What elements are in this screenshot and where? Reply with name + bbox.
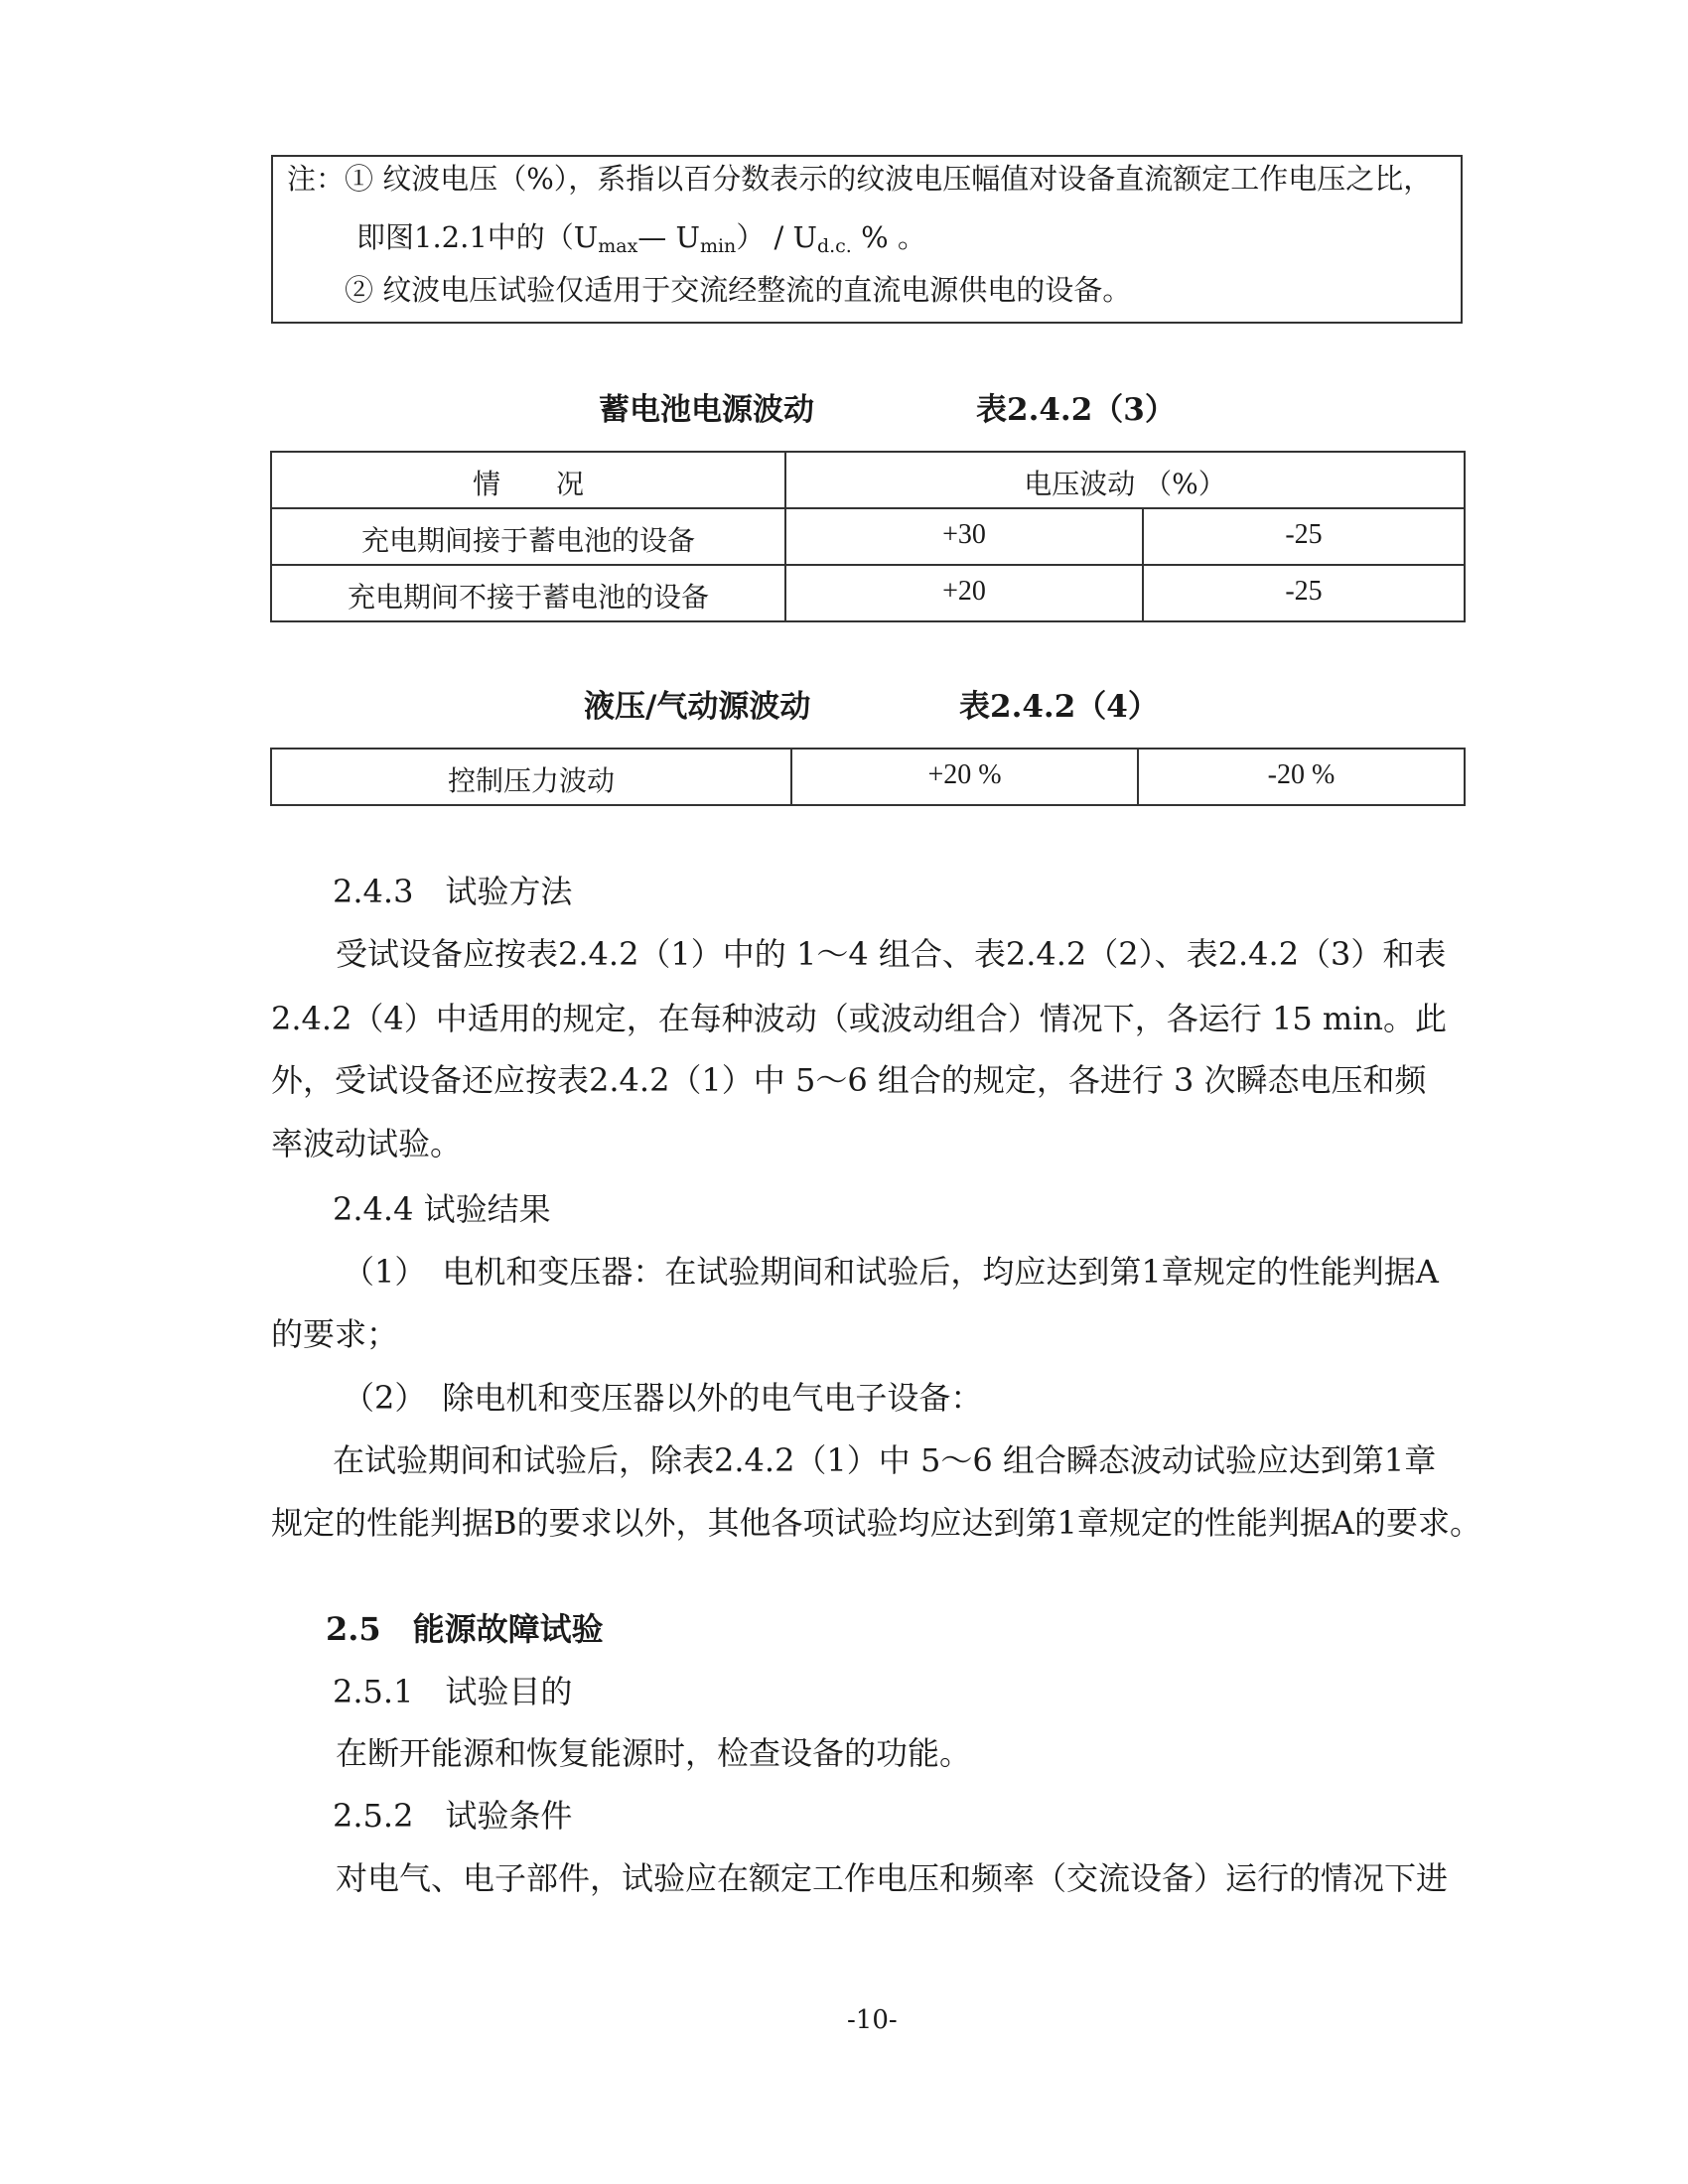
section-2-4-3-heading: 2.4.3 试验方法 bbox=[333, 873, 573, 910]
table-row bbox=[271, 508, 1465, 565]
battery-fluctuation-table bbox=[270, 451, 1466, 622]
note-line-2 bbox=[356, 220, 926, 257]
row-label: 充电期间接于蓄电池的设备 bbox=[271, 508, 785, 565]
table3-title: 蓄电池电源波动 bbox=[599, 392, 814, 428]
page-number: -10- bbox=[847, 2005, 898, 2035]
row-minus: -25 bbox=[1143, 508, 1465, 565]
result-item-1: （1） 电机和变压器：在试验期间和试验后，均应达到第1章规定的性能判据A bbox=[343, 1253, 1439, 1291]
note-box bbox=[271, 155, 1463, 324]
note-line-2-suffix: % 。 bbox=[851, 220, 926, 254]
table3-number: 表2.4.2（3） bbox=[976, 392, 1176, 428]
note-line-2-prefix: 即图1.2.1中的（U bbox=[356, 220, 599, 254]
note-sub-dc: d.c. bbox=[816, 235, 852, 257]
paragraph-line: 受试设备应按表2.4.2（1）中的 1～4 组合、表2.4.2（2）、表2.4.2（3）和表 bbox=[336, 935, 1447, 973]
result-item-2: （2） 除电机和变压器以外的电气电子设备： bbox=[343, 1379, 983, 1417]
result-item-1-cont: 的要求； bbox=[271, 1315, 399, 1353]
section-2-5-1-heading: 2.5.1 试验目的 bbox=[333, 1673, 573, 1710]
result-paragraph-line: 规定的性能判据B的要求以外，其他各项试验均应达到第1章规定的性能判据A的要求。 bbox=[271, 1504, 1481, 1542]
table-row bbox=[271, 565, 1465, 621]
row-minus: -25 bbox=[1143, 565, 1465, 621]
note-sub-min: min bbox=[699, 235, 737, 257]
row-label: 充电期间不接于蓄电池的设备 bbox=[271, 565, 785, 621]
paragraph-line: 2.4.2（4）中适用的规定，在每种波动（或波动组合）情况下，各运行 15 min。此 bbox=[271, 1000, 1448, 1037]
result-paragraph-line: 在试验期间和试验后，除表2.4.2（1）中 5～6 组合瞬态波动试验应达到第1章 bbox=[333, 1441, 1437, 1479]
note-line-3: ② 纹波电压试验仅适用于交流经整流的直流电源供电的设备。 bbox=[345, 273, 1132, 307]
section-2-5-heading: 2.5 能源故障试验 bbox=[326, 1610, 604, 1648]
row-label: 控制压力波动 bbox=[271, 749, 791, 805]
paragraph-line: 率波动试验。 bbox=[271, 1125, 463, 1162]
note-line-1: 注：① 纹波电压（%），系指以百分数表示的纹波电压幅值对设备直流额定工作电压之比， bbox=[287, 162, 1433, 196]
row-plus: +30 bbox=[785, 508, 1143, 565]
header-voltage-fluctuation: 电压波动 （%） bbox=[785, 452, 1465, 508]
table4-number: 表2.4.2（4） bbox=[959, 689, 1159, 725]
hydraulic-pneumatic-table bbox=[270, 748, 1466, 806]
section-2-5-2-text: 对电气、电子部件，试验应在额定工作电压和频率（交流设备）运行的情况下进 bbox=[336, 1859, 1449, 1897]
row-plus: +20 % bbox=[791, 749, 1138, 805]
header-condition: 情 况 bbox=[271, 452, 785, 508]
row-plus: +20 bbox=[785, 565, 1143, 621]
table4-title: 液压/气动源波动 bbox=[584, 689, 811, 725]
table-header-row bbox=[271, 452, 1465, 508]
section-2-5-1-text: 在断开能源和恢复能源时，检查设备的功能。 bbox=[336, 1734, 972, 1772]
note-sub-max: max bbox=[598, 235, 638, 257]
row-minus: -20 % bbox=[1138, 749, 1465, 805]
note-line-2-mid2: ） / U bbox=[736, 220, 817, 254]
paragraph-line: 外，受试设备还应按表2.4.2（1）中 5～6 组合的规定，各进行 3 次瞬态电压和频 bbox=[271, 1061, 1427, 1099]
section-2-4-4-heading: 2.4.4 试验结果 bbox=[333, 1190, 551, 1228]
section-2-5-2-heading: 2.5.2 试验条件 bbox=[333, 1797, 573, 1835]
table-row bbox=[271, 749, 1465, 805]
note-line-2-mid: — U bbox=[637, 220, 700, 254]
